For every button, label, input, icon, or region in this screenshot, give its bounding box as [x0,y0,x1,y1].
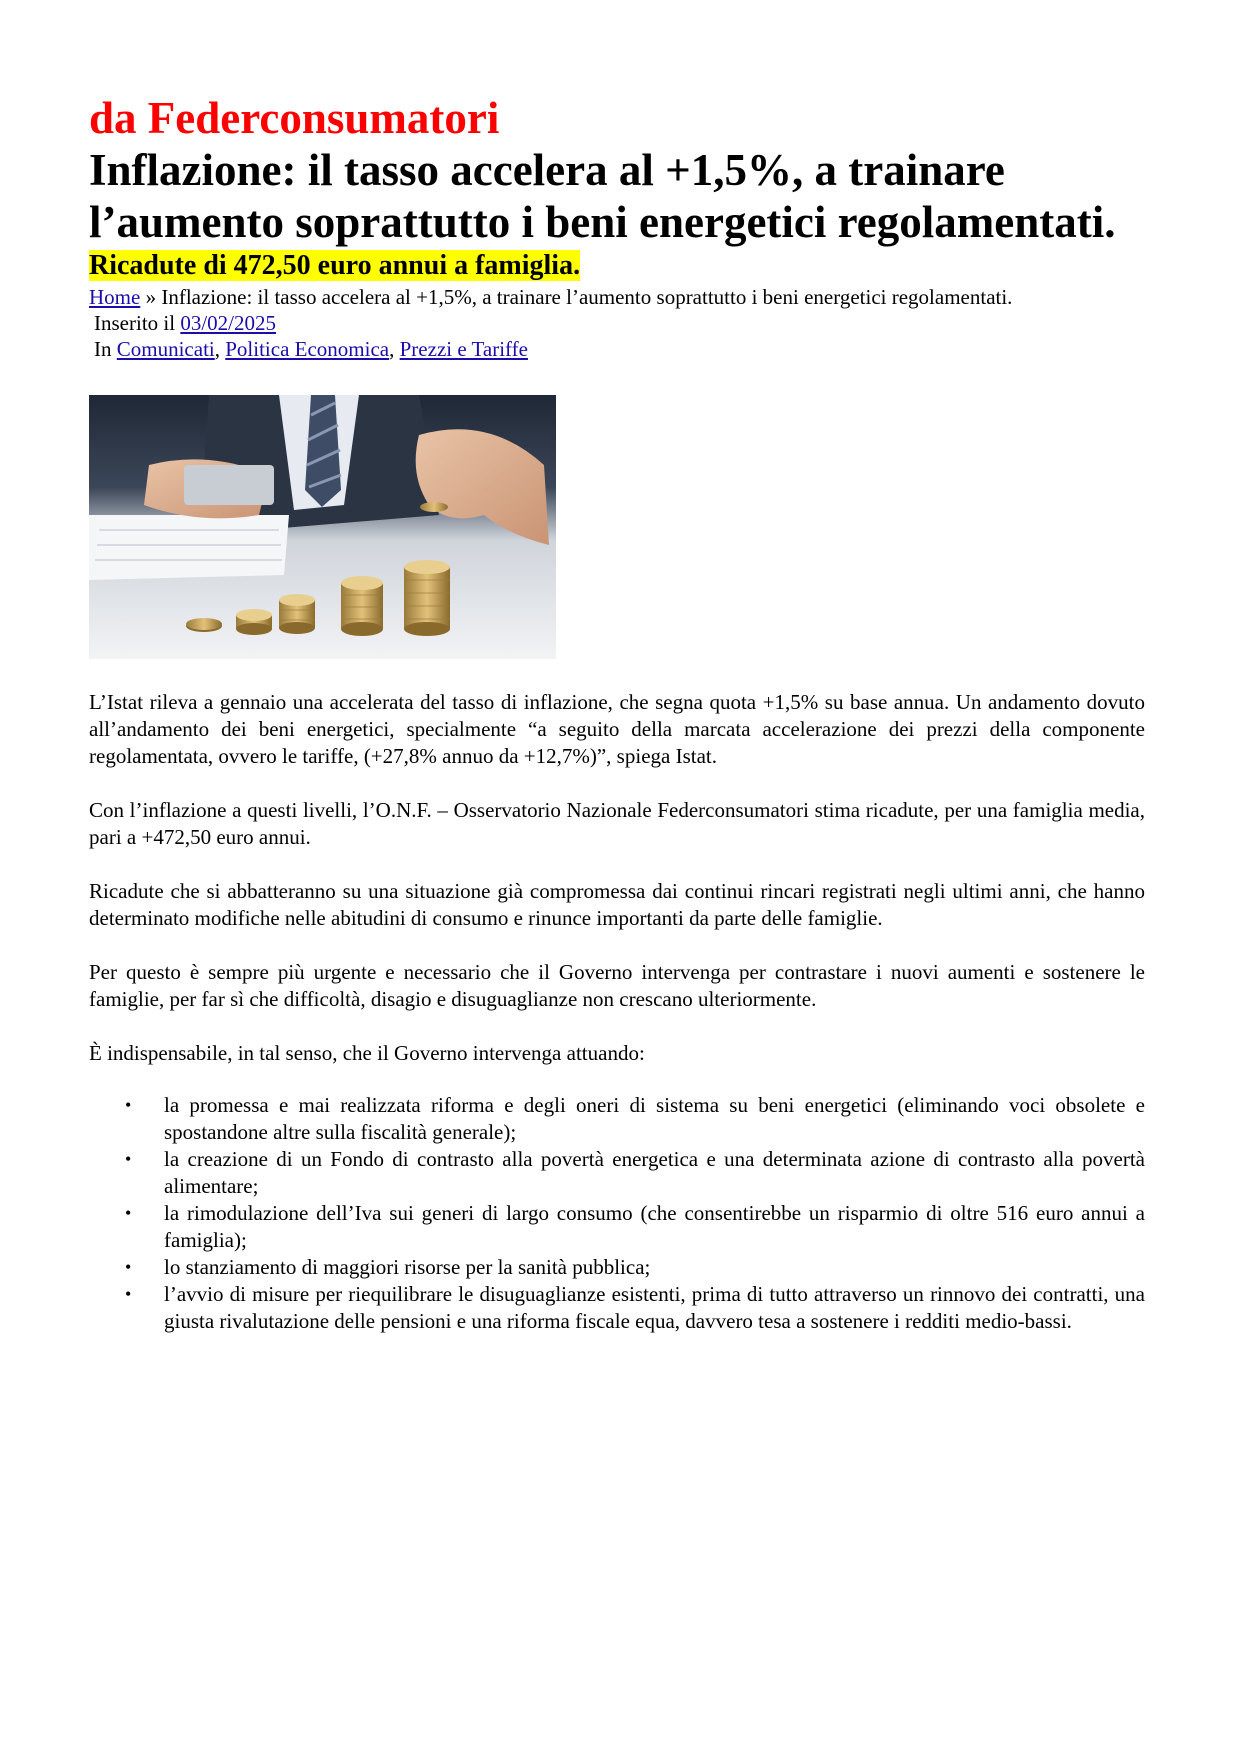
bullet-icon: • [125,1149,132,1169]
article [89,92,1145,1335]
coins-stack-photo [89,395,556,659]
posted-date-link[interactable]: 03/02/2025 [180,311,276,335]
bullet-icon: • [125,1095,132,1115]
list-item: • la promessa e mai realizzata riforma e degli oneri di sistema su beni energetici (eliminando voci obsolete e spostandone altre sulla fiscalità generale); [125,1093,1145,1144]
paragraph: L’Istat rileva a gennaio una accelerata del tasso di inflazione, che segna quota +1,5% su base annua. Un andamento dovuto all’andamento dei beni energetici, specialmente “a seguito della marcata accelerazione dei prezzi della componente regolamentata, ovvero le tariffe, (+27,8% annuo da +12,7%)”, spiega Istat. [89,690,1145,768]
paragraph: Per questo è sempre più urgente e necessario che il Governo intervenga per contrastare i nuovi aumenti e sostenere le famiglie, per far sì che difficoltà, disagio e disuguaglianze non crescano ulteriormente. [89,960,1145,1011]
article-body [89,689,1145,1067]
category-link-prezzi-tariffe[interactable]: Prezzi e Tariffe [399,337,528,361]
list-item: • l’avvio di misure per riequilibrare le disuguaglianze esistenti, prima di tutto attraverso un rinnovo dei contratti, una giusta rivalutazione delle pensioni e una riforma fiscale equa, davvero tesa a sostenere i redditi medio-bassi. [125,1282,1145,1333]
list-item: • lo stanziamento di maggiori risorse per la sanità pubblica; [125,1255,651,1279]
paragraph: È indispensabile, in tal senso, che il Governo intervenga attuando: [89,1041,645,1065]
list-item: • la creazione di un Fondo di contrasto alla povertà energetica e una determinata azione di contrasto alla povertà alimentare; [125,1147,1145,1198]
paragraph: Con l’inflazione a questi livelli, l’O.N.F. – Osservatorio Nazionale Federconsumatori stima ricadute, per una famiglia media, pari a +472,50 euro annui. [89,798,1145,849]
breadcrumb-home-link[interactable]: Home [89,285,141,309]
breadcrumb-separator: » [145,285,157,309]
breadcrumb [89,284,1145,310]
bullet-icon: • [125,1284,132,1304]
posted-date-line [89,310,1145,336]
list-item: • la rimodulazione dell’Iva sui generi di largo consumo (che consentirebbe un risparmio di oltre 516 euro annui a famiglia); [125,1201,1145,1252]
posted-label: Inserito il [94,311,176,335]
category-link-comunicati[interactable]: Comunicati [116,337,215,361]
source-title: da Federconsumatori [89,93,500,143]
categories-line: In Comunicati, Politica Economica, Prezzi e Tariffe [94,337,528,361]
measures-list [89,1092,1145,1335]
paragraph: Ricadute che si abbatteranno su una situazione già compromessa dai continui rincari registrati negli ultimi anni, che hanno determinato modifiche nelle abitudini di consumo e rinunce importanti da parte delle famiglie. [89,879,1145,930]
categories-label: In [94,337,112,361]
category-link-politica-economica[interactable]: Politica Economica [225,337,390,361]
headline: Inflazione: il tasso accelera al +1,5%, a trainare l’aumento soprattutto i beni energetici regolamentati. [89,145,1116,247]
breadcrumb-current: Inflazione: il tasso accelera al +1,5%, a trainare l’aumento soprattutto i beni energetici regolamentati. [161,285,1013,309]
bullet-icon: • [125,1203,132,1223]
bullet-icon: • [125,1257,132,1277]
subheadline: Ricadute di 472,50 euro annui a famiglia. [89,250,581,281]
